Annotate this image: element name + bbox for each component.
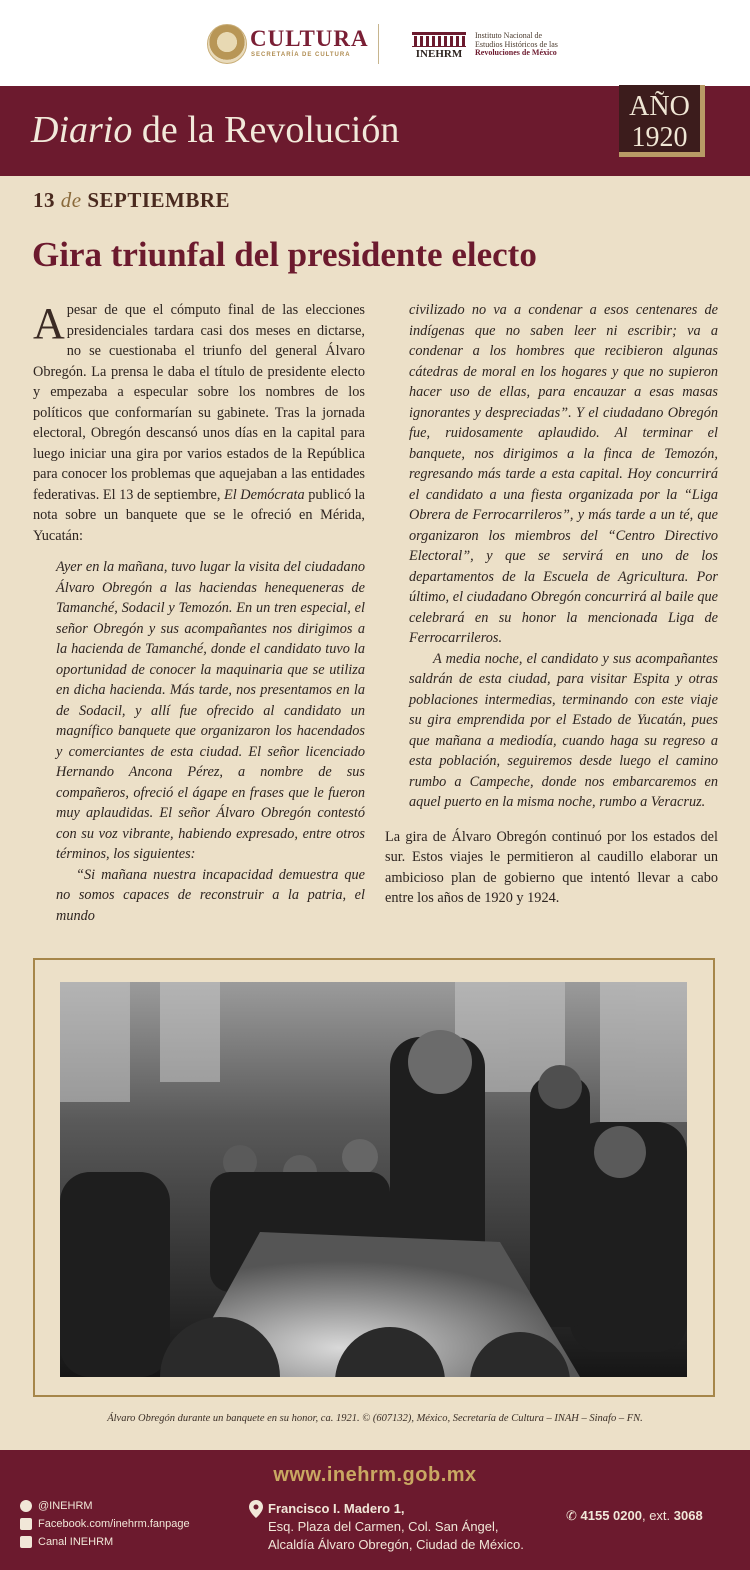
intro-text: pesar de que el cómputo final de las elecciones presidenciales tardara casi dos meses en dictarse, no se cuestionaba el triunfo del general Álvaro Obregón. La prensa le daba el título de presidente electo y empezaba a especular sobre los nombres de los políticos que conformarían su gabinete. Tras la jornada electoral, Obregón descansó unos días en la capital para luego iniciar una gira por varios estados de la República para conocer los problemas que aquejaban a las entidades federativas. El 13 de septiembre, (33, 302, 365, 503)
logo-divider (378, 24, 379, 64)
inehrm-subtitle (475, 32, 565, 58)
year-label: AÑO (629, 91, 690, 122)
caption-ca: ca. (320, 1413, 334, 1424)
article-left-column (33, 300, 365, 926)
caption-credit: 1921. © (607132), México, Secretaría de Cultura – INAH – Sinafo – FN. (333, 1413, 643, 1424)
facebook-icon (20, 1518, 32, 1530)
inehrm-subtitle-line: Estudios Históricos de las (475, 39, 558, 49)
publication-title-italic: Diario (31, 109, 133, 151)
article-right-column (385, 300, 718, 909)
address-block (268, 1500, 524, 1554)
inehrm-logo-text: INEHRM (415, 48, 463, 58)
phone-main: 4155 0200 (580, 1508, 642, 1523)
phone-number[interactable] (566, 1508, 703, 1524)
date-de: de (60, 188, 82, 212)
address-street: Francisco I. Madero 1, (268, 1501, 405, 1516)
inehrm-subtitle-line: Revoluciones de México (475, 48, 557, 57)
quote-continuation: civilizado no va a condenar a esos centenares de indígenas que no saben leer ni escribir; va a condenar a los hombres que recibieron algunas cátedras de moral en los hogares y que no supieron hacer uso de ellas, para encauzar a esas masas ignorantes y despreciadas”. Y el ciudadano Obregón fue, ruidosamente aplaudido. Al terminar el banquete, nos dirigimos a la finca de Temozón, regresando más tarde a esta capital. Hoy concurrirá el candidato a una fiesta organizada por la “Liga Obrera de Ferrocarrileros”, y más tarde a un té, que organizaron los miembros del “Centro Directivo Electoral”, y que se servirá en uno de los departamentos de la Escuela de Agricultura. Por último, el ciudadano Obregón concurrirá al baile que celebrará en su honor la mencionada Liga de Ferrocarrileros. (409, 302, 718, 646)
top-logo-bar (0, 0, 750, 86)
inehrm-building-icon (410, 30, 468, 58)
cultura-seal-icon (207, 24, 247, 64)
date-month: SEPTIEMBRE (87, 188, 231, 212)
newspaper-name: El Demócrata (224, 486, 305, 503)
date-heading (33, 188, 230, 213)
quote-paragraph: Ayer en la mañana, tuvo lugar la visita del ciudadano Álvaro Obregón a las haciendas henequeneras de Tamanché, Sodacil y Temozón. En un tren especial, el señor Obregón y sus acompañantes nos dirigimos a la hacienda de Tamanché, donde el candidato tuvo la oportunidad de conocer la maquinaria que se utiliza en dicha hacienda. Más tarde, nos presentamos en la de Sodacil, y allí fue ofrecido al candidato un magnífico banquete que organizaron los hacendados y comerciantes de esta ciudad. El señor licenciado Hernando Ancona Pérez, a nombre de sus compañeros, ofreció el ágape en frases que le fueron muy aplaudidas. El señor Álvaro Obregón contestó con su voz vibrante, habiendo expresado, entre otros términos, los siguientes: (56, 559, 365, 862)
phone-icon: ✆ (566, 1508, 581, 1523)
drop-cap: A (33, 299, 65, 348)
facebook-link[interactable] (20, 1518, 190, 1530)
facebook-url: Facebook.com/inehrm.fanpage (38, 1518, 190, 1530)
address-line-3: Alcaldía Álvaro Obregón, Ciudad de México. (268, 1537, 524, 1552)
youtube-channel: Canal INEHRM (38, 1536, 114, 1548)
photo-caption (0, 1413, 750, 1424)
intro-paragraph (33, 300, 365, 546)
publication-title-rest: de la Revolución (132, 109, 400, 151)
twitter-link[interactable] (20, 1500, 93, 1512)
cultura-logo-text: CULTURA (250, 26, 369, 51)
youtube-link[interactable] (20, 1536, 113, 1548)
twitter-icon (20, 1500, 32, 1512)
article-headline: Gira triunfal del presidente electo (32, 235, 537, 274)
date-day: 13 (33, 188, 55, 212)
historical-banquet-photo (60, 982, 687, 1377)
inehrm-subtitle-line: Instituto Nacional de (475, 31, 543, 40)
quote-paragraph-3: A media noche, el candidato y sus acompañantes saldrán de esta ciudad, para visitar Espita y otras poblaciones intermedias, terminando con este viaje su gira emprendida por el Estado de Yucatán, pues que mañana a mediodía, cuando haga su regreso a esta población, seguiremos desde luego el camino rumbo a Campeche, donde nos embarcaremos en aquel puerto en la misma noche, rumbo a Veracruz. (409, 650, 718, 810)
phone-ext: 3068 (673, 1508, 703, 1523)
address-line-2: Esq. Plaza del Carmen, Col. San Ángel, (268, 1519, 499, 1534)
phone-ext-label: , ext. (641, 1508, 674, 1523)
closing-paragraph: La gira de Álvaro Obregón continuó por los estados del sur. Estos viajes le permitieron al caudillo elaborar un ambicioso plan de gobierno que intentó llevar a cabo entre los años de 1920 y 1924. (385, 828, 718, 906)
location-pin-icon (249, 1500, 263, 1518)
intro-text-end: publicó la nota sobre un banquete que se le ofreció en Mérida, Yucatán: (33, 486, 365, 544)
website-link[interactable]: www.inehrm.gob.mx (273, 1464, 477, 1486)
year-badge (619, 85, 705, 157)
youtube-icon (20, 1536, 32, 1548)
cultura-subtitle: SECRETARÍA DE CULTURA (251, 52, 351, 58)
caption-text: Álvaro Obregón durante un banquete en su honor, (107, 1413, 321, 1424)
year-value: 1920 (631, 122, 688, 153)
publication-title (31, 108, 399, 152)
quote-paragraph-2: “Si mañana nuestra incapacidad demuestra que no somos capaces de reconstruir a la patria, el mundo (56, 866, 365, 924)
twitter-handle: @INEHRM (38, 1500, 93, 1512)
